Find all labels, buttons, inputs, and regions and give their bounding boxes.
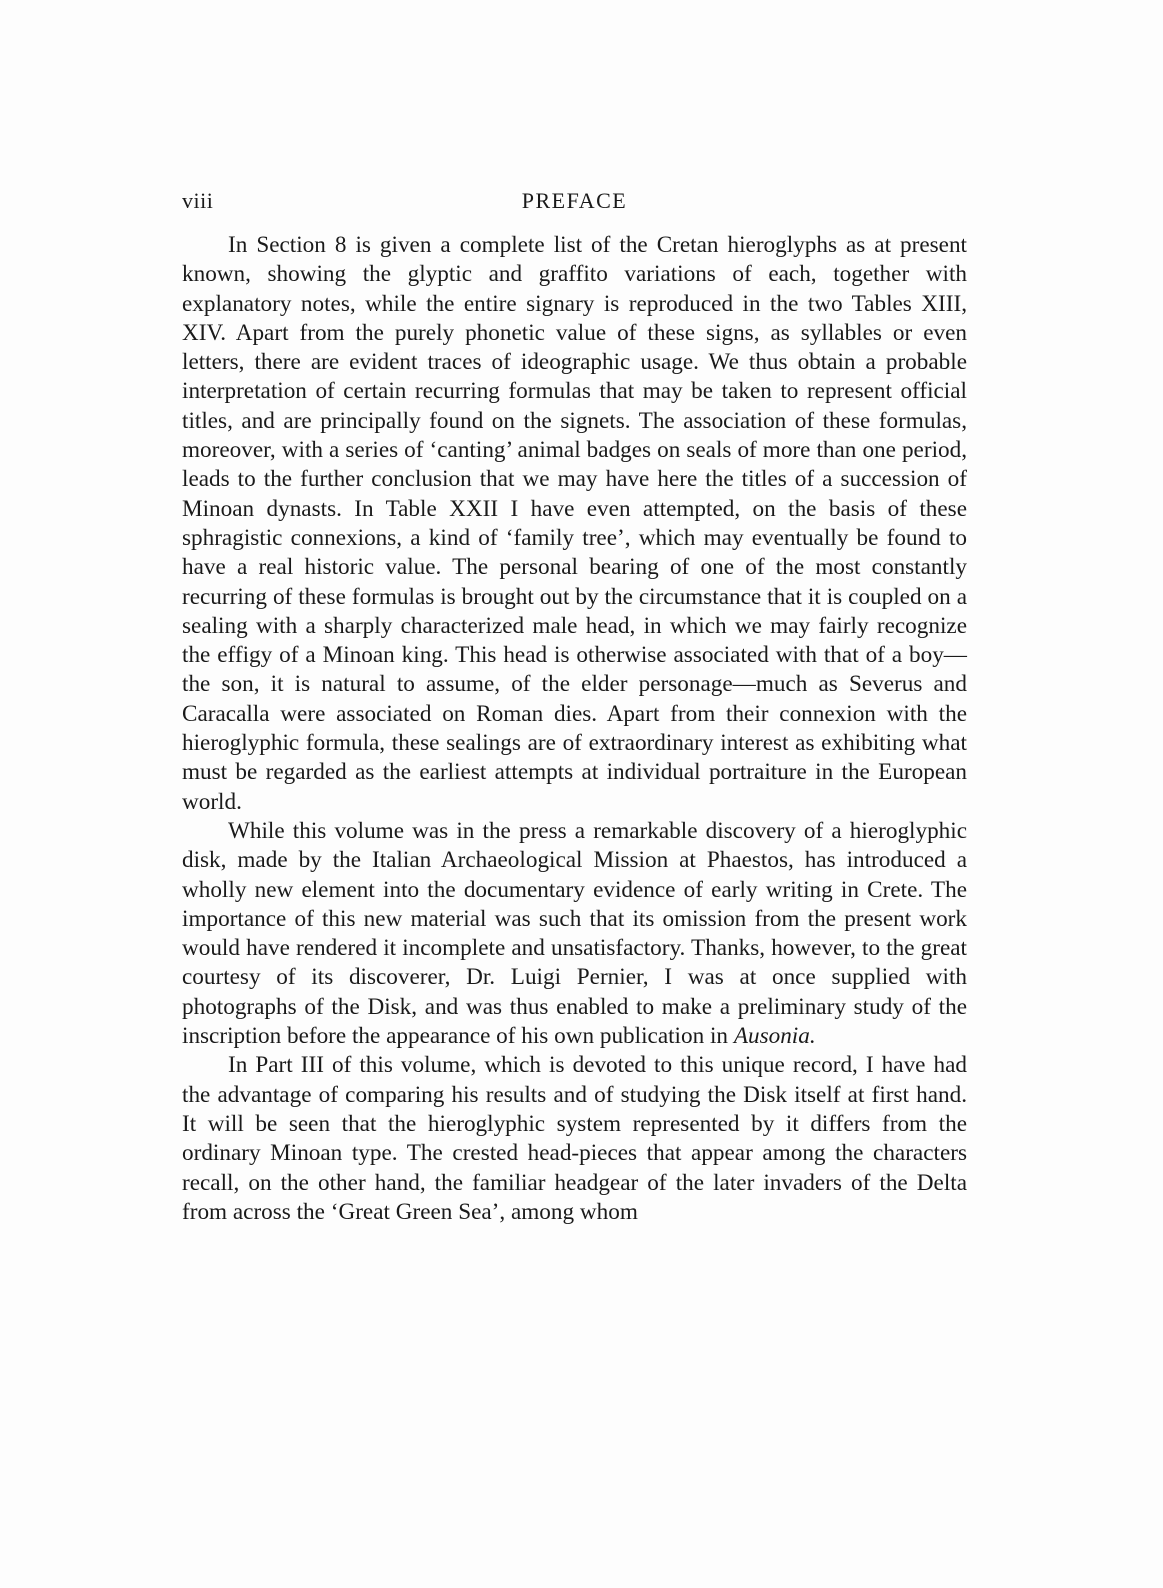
page-number: viii bbox=[182, 188, 214, 213]
paragraph-text: In Part III of this volume, which is devoted to this unique record, I have had the advantage of comparing his results and of studying the Disk itself at first hand. It will be seen that the hieroglyphic system represented by it differs from the ordinary Minoan type. The crested head-pieces that appear among the characters recall, on the other hand, the familiar headgear of the later invaders of the Delta from across the ‘Great Green Sea’, among whom bbox=[182, 1052, 967, 1225]
paragraph-part-iii bbox=[182, 1051, 967, 1227]
paragraph-text: While this volume was in the press a remarkable discovery of a hieroglyphic disk, made by the Italian Archaeological Mission at Phaestos, has introduced a wholly new element into the documentary evidence of early writing in Crete. The importance of this new material was such that its omission from the present work would have rendered it incomplete and unsatisfactory. Thanks, however, to the great courtesy of its discoverer, Dr. Luigi Pernier, I was at once supplied with photographs of the Disk, and was thus enabled to make a preliminary study of the inscription before the appearance of his own publication in bbox=[182, 817, 967, 1050]
journal-title-ausonia: Ausonia. bbox=[733, 1023, 816, 1050]
page-body bbox=[182, 231, 967, 1227]
paragraph-phaestos-disk bbox=[182, 817, 967, 1051]
paragraph-text: In Section 8 is given a complete list of the Cretan hieroglyphs as at present known, showing the glyptic and graffito variations of each, together with explanatory notes, while the entire signary is reproduced in the two Tables XIII, XIV. Apart from the purely phonetic value of these signs, as syllables or even letters, there are evident traces of ideographic usage. We thus obtain a probable interpretation of certain recurring formulas that may be taken to represent official titles, and are principally found on the signets. The association of these formulas, moreover, with a series of ‘canting’ animal badges on seals of more than one period, leads to the further conclusion that we may have here the titles of a succession of Minoan dynasts. In Table XXII I have even attempted, on the basis of these sphragistic connexions, a kind of ‘family tree’, which may eventually be found to have a real historic value. The personal bearing of one of the most constantly recurring of these formulas is brought out by the circumstance that it is coupled on a sealing with a sharply characterized male head, in which we may fairly recognize the effigy of a Minoan king. This head is otherwise associated with that of a boy—the son, it is natural to assume, of the elder personage—much as Severus and Caracalla were associated on Roman dies. Apart from their connexion with the hieroglyphic formula, these sealings are of extraordinary interest as exhibiting what must be regarded as the earliest attempts at individual portraiture in the European world. bbox=[182, 232, 967, 815]
running-title: PREFACE bbox=[521, 188, 628, 213]
paragraph-section-8 bbox=[182, 231, 967, 817]
page-header bbox=[182, 188, 967, 222]
